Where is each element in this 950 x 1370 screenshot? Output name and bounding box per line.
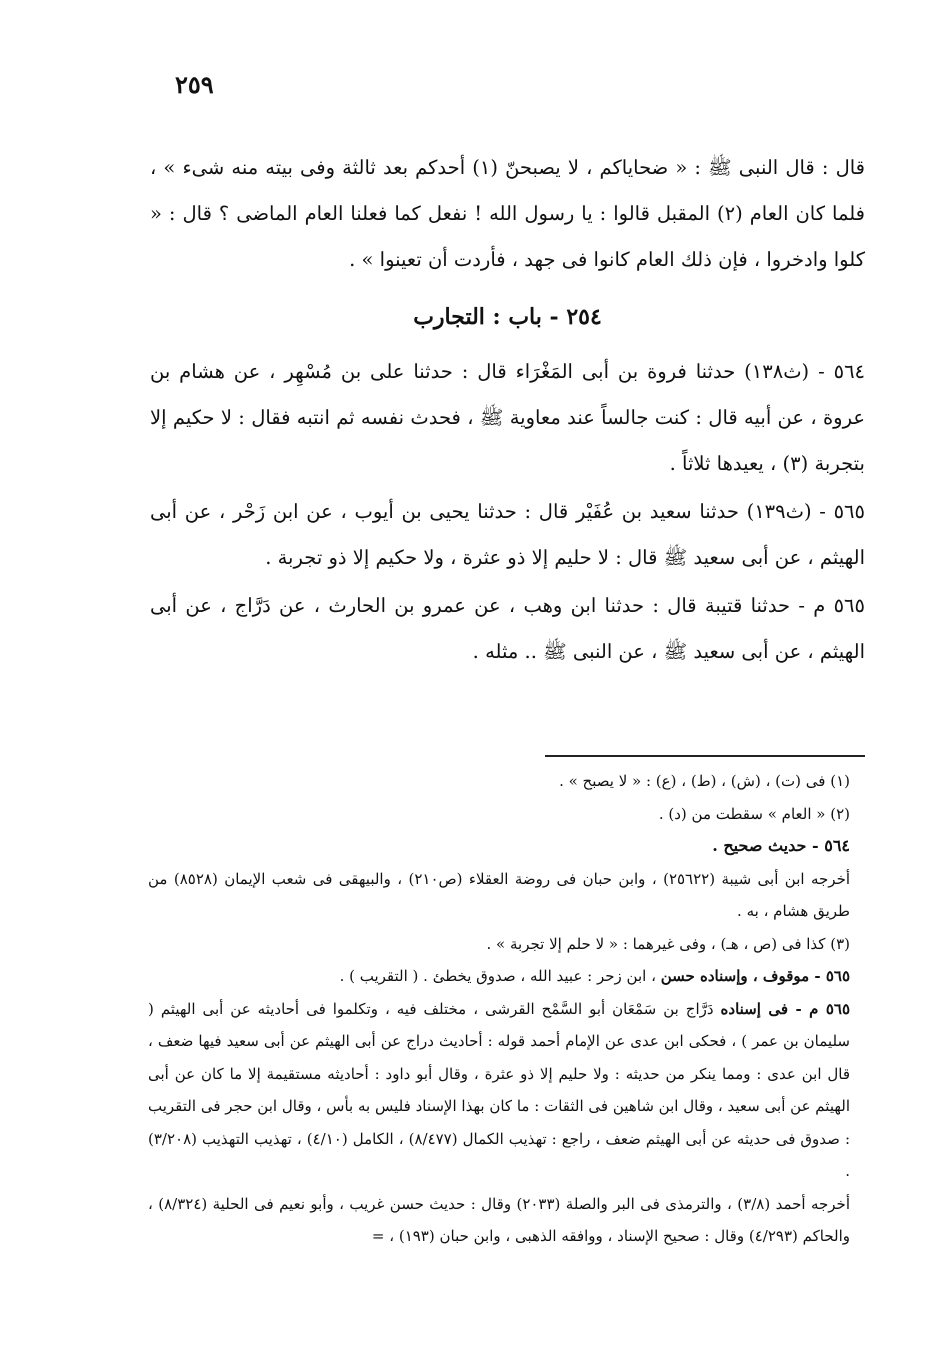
hadith-565m: ٥٦٥ م - حدثنا قتيبة قال : حدثنا ابن وهب ، عن عمرو بن الحارث ، عن دَرَّاج ، عن أبى الهيثم ، عن أبى سعيد ﷺ ، عن النبى ﷺ .. مثله . [150,594,865,663]
note-565m-takhrij: أخرجه أحمد (٣/٨) ، والترمذى فى البر والصلة (٢٠٣٣) وقال : حديث حسن غريب ، وأبو نعيم فى الحلية (٨/٣٢٤) ، والحاكم (٤/٢٩٣) وقال : صحيح الإسناد ، ووافقه الذهبى ، وابن حبان (١٩٣) ، = [148,1194,850,1245]
footnotes [148,765,868,1253]
note-564-body: أخرجه ابن أبى شيبة (٢٥٦٢٢) ، وابن حبان فى روضة العقلاء (ص٢١٠) ، والبيهقى فى شعب الإيمان (٨٥٢٨) من طريق هشام ، به . [148,869,851,920]
note-565-body: ، ابن زحر : عبيد الله ، صدوق يخطئ . ( التقريب ) . [339,967,656,985]
note-565m [148,993,868,1188]
footnote-1: (١) فى (ت) ، (ش) ، (ط) ، (ع) : « لا يصبح » . [559,772,850,790]
note-565 [148,960,868,993]
hadith-565: ٥٦٥ - (ث١٣٩) حدثنا سعيد بن عُفَيْر قال : حدثنا يحيى بن أيوب ، عن ابن زَحْر ، عن أبى الهيثم ، عن أبى سعيد ﷺ قال : لا حليم إلا ذو عثرة ، ولا حكيم إلا ذو تجربة . [150,500,865,569]
hadith-564: ٥٦٤ - (ث١٣٨) حدثنا فروة بن أبى المَغْرَاء قال : حدثنا على بن مُسْهِر ، عن هشام بن عروة ، عن أبيه قال : كنت جالساً عند معاوية ﷺ ، فحدث نفسه ثم انتبه فقال : لا حكيم إلا بتجربة (٣) ، يعيدها ثلاثاً . [150,360,866,475]
note-565m-heading: ٥٦٥ م - فى إسناده [720,999,850,1018]
note-565-heading: ٥٦٥ - موقوف ، وإسناده حسن [660,967,850,985]
chapter-title: ٢٥٤ - باب : التجارب [413,304,602,330]
note-564-heading: ٥٦٤ - حديث صحيح . [712,836,850,855]
footnote-3: (٣) كذا فى (ص ، هـ) ، وفى غيرهما : « لا حلم إلا تجربة » . [486,934,850,953]
note-565m-body: دَرَّاج بن سَمْعَان أبو السَّمْح القرشى ، مختلف فيه ، وتكلموا فى أحاديثه عن أبى الهيثم ( سليمان بن عمر ) ، فحكى ابن عدى عن الإمام أحمد قوله : أحاديث دراج عن أبى الهيثم عن أبى سعيد فيها ضعف ، قال ابن عدى : ومما ينكر من حديثه : ولا حليم إلا ذو عثرة ، وقال أبو داود : أحاديثه مستقيمة إلا ما كان عن أبى الهيثم عن أبى سعيد ، وقال ابن شاهين فى الثقات : ما كان بهذا الإسناد فليس به بأس ، وقال ابن حجر فى التقريب : صدوق فى حديثه عن أبى الهيثم ضعف ، راجع : تهذيب الكمال (٨/٤٧٧) ، الكامل (٤/١٠) ، تهذيب التهذيب (٣/٢٠٨) . [148,999,850,1180]
footnote-separator [545,755,865,757]
intro-paragraph: قال : قال النبى ﷺ : « ضحاياكم ، لا يصبحنّ (١) أحدكم بعد ثالثة وفى بيته منه شىء » ، فلما كان العام (٢) المقبل قالوا : يا رسول الله ! نفعل كما فعلنا العام الماضى ؟ قال : « كلوا وادخروا ، فإن ذلك العام كانوا فى جهد ، فأردت أن تعينوا » . [150,156,865,271]
footnote-2: (٢) « العام » سقطت من (د) . [658,804,850,823]
page-number: ٢٥٩ [175,70,214,99]
main-text [150,145,865,675]
